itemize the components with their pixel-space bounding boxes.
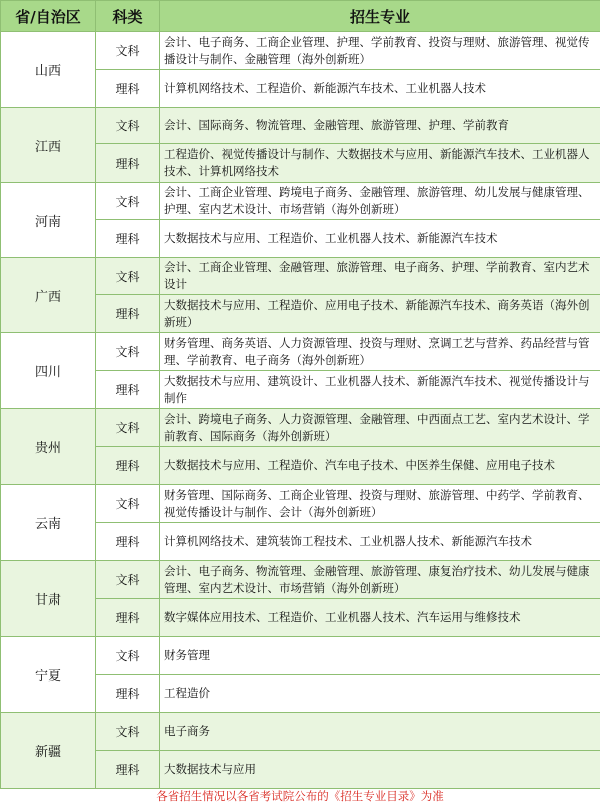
province-cell: 贵州 <box>1 409 96 485</box>
subject-cell: 理科 <box>96 599 160 637</box>
subject-cell: 理科 <box>96 675 160 713</box>
province-cell: 山西 <box>1 32 96 108</box>
majors-cell: 大数据技术与应用 <box>160 751 600 789</box>
subject-cell: 理科 <box>96 220 160 258</box>
footer-note: 各省招生情况以各省考试院公布的《招生专业目录》为准 <box>156 789 444 803</box>
subject-cell: 文科 <box>96 333 160 371</box>
table-row <box>1 409 600 447</box>
subject-cell: 理科 <box>96 447 160 485</box>
majors-cell: 会计、工商企业管理、跨境电子商务、金融管理、旅游管理、幼儿发展与健康管理、护理、室内艺术设计、市场营销（海外创新班） <box>160 183 600 220</box>
province-cell: 四川 <box>1 333 96 409</box>
majors-cell: 会计、跨境电子商务、人力资源管理、金融管理、中西面点工艺、室内艺术设计、学前教育、国际商务（海外创新班） <box>160 409 600 447</box>
subject-cell: 文科 <box>96 32 160 70</box>
majors-cell: 工程造价、视觉传播设计与制作、大数据技术与应用、新能源汽车技术、工业机器人技术、计算机网络技术 <box>160 144 600 183</box>
table-row <box>1 108 600 144</box>
subject-cell: 文科 <box>96 561 160 599</box>
majors-cell: 大数据技术与应用、工程造价、应用电子技术、新能源汽车技术、商务英语（海外创新班） <box>160 295 600 333</box>
subject-cell: 文科 <box>96 108 160 144</box>
majors-cell: 会计、电子商务、物流管理、金融管理、旅游管理、康复治疗技术、幼儿发展与健康管理、室内艺术设计、市场营销（海外创新班） <box>160 561 600 599</box>
subject-cell: 理科 <box>96 144 160 183</box>
majors-cell: 大数据技术与应用、工程造价、工业机器人技术、新能源汽车技术 <box>160 220 600 258</box>
subject-cell: 文科 <box>96 183 160 220</box>
majors-cell: 财务管理、国际商务、工商企业管理、投资与理财、旅游管理、中药学、学前教育、视觉传播设计与制作、会计（海外创新班） <box>160 485 600 523</box>
province-cell: 广西 <box>1 258 96 333</box>
table-header-row <box>1 1 600 32</box>
header-subject: 科类 <box>96 1 160 32</box>
province-cell: 宁夏 <box>1 637 96 713</box>
subject-cell: 文科 <box>96 258 160 295</box>
subject-cell: 文科 <box>96 485 160 523</box>
table-row <box>1 637 600 675</box>
majors-cell: 计算机网络技术、建筑装饰工程技术、工业机器人技术、新能源汽车技术 <box>160 523 600 561</box>
province-cell: 新疆 <box>1 713 96 789</box>
header-province: 省/自治区 <box>1 1 96 32</box>
majors-cell: 会计、国际商务、物流管理、金融管理、旅游管理、护理、学前教育 <box>160 108 600 144</box>
subject-cell: 理科 <box>96 295 160 333</box>
majors-cell: 计算机网络技术、工程造价、新能源汽车技术、工业机器人技术 <box>160 70 600 108</box>
header-majors: 招生专业 <box>160 1 600 32</box>
table-row <box>1 485 600 523</box>
province-cell: 江西 <box>1 108 96 183</box>
province-cell: 甘肃 <box>1 561 96 637</box>
province-cell: 河南 <box>1 183 96 258</box>
province-cell: 云南 <box>1 485 96 561</box>
majors-cell: 会计、工商企业管理、金融管理、旅游管理、电子商务、护理、学前教育、室内艺术设计 <box>160 258 600 295</box>
subject-cell: 理科 <box>96 70 160 108</box>
table-row <box>1 333 600 371</box>
table-row <box>1 32 600 70</box>
subject-cell: 文科 <box>96 409 160 447</box>
subject-cell: 理科 <box>96 523 160 561</box>
majors-cell: 数字媒体应用技术、工程造价、工业机器人技术、汽车运用与维修技术 <box>160 599 600 637</box>
majors-cell: 工程造价 <box>160 675 600 713</box>
table-row <box>1 183 600 220</box>
subject-cell: 文科 <box>96 637 160 675</box>
majors-cell: 财务管理 <box>160 637 600 675</box>
subject-cell: 理科 <box>96 751 160 789</box>
table-row <box>1 561 600 599</box>
table-row <box>1 713 600 751</box>
subject-cell: 文科 <box>96 713 160 751</box>
majors-cell: 会计、电子商务、工商企业管理、护理、学前教育、投资与理财、旅游管理、视觉传播设计与制作、金融管理（海外创新班） <box>160 32 600 70</box>
table-body <box>1 32 600 789</box>
majors-cell: 电子商务 <box>160 713 600 751</box>
table-row <box>1 258 600 295</box>
majors-cell: 大数据技术与应用、建筑设计、工业机器人技术、新能源汽车技术、视觉传播设计与制作 <box>160 371 600 409</box>
subject-cell: 理科 <box>96 371 160 409</box>
majors-cell: 大数据技术与应用、工程造价、汽车电子技术、中医养生保健、应用电子技术 <box>160 447 600 485</box>
majors-cell: 财务管理、商务英语、人力资源管理、投资与理财、烹调工艺与营养、药品经营与管理、学前教育、电子商务（海外创新班） <box>160 333 600 371</box>
